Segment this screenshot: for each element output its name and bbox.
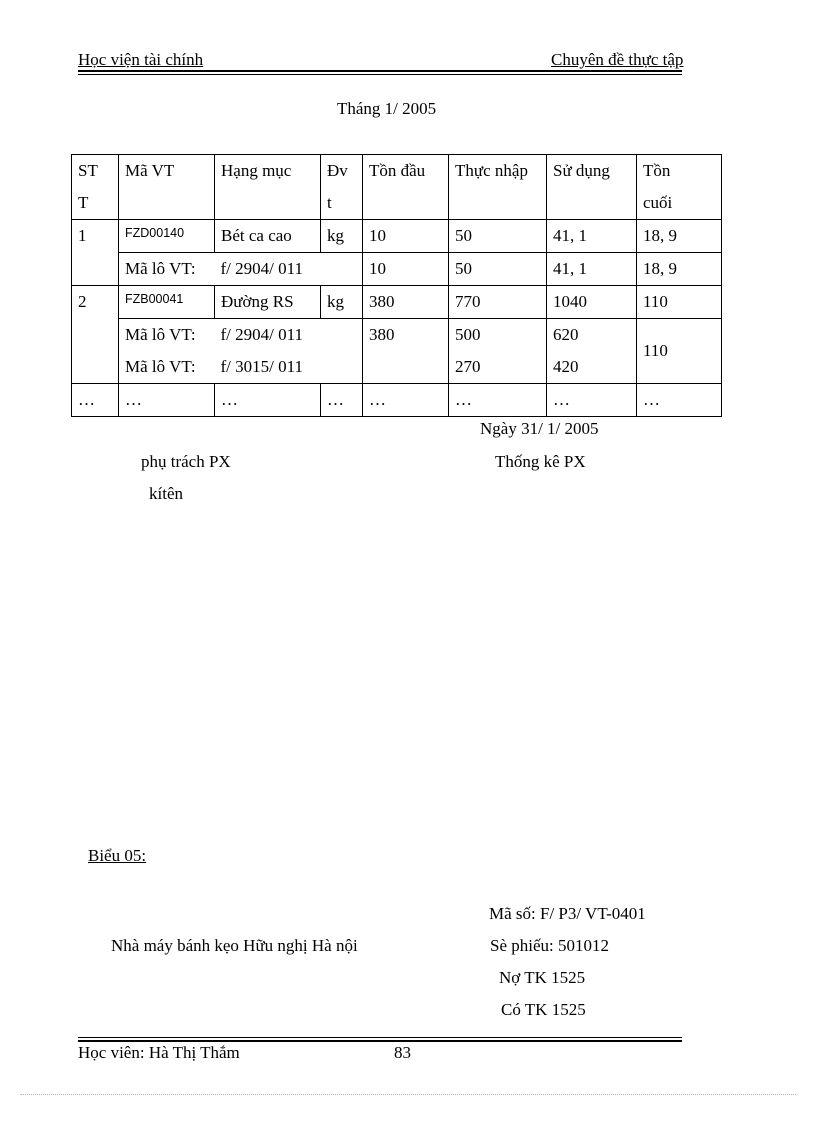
row2-lot-su-dung: 620 420 [547, 319, 637, 384]
row1-lot-stt [72, 253, 119, 286]
row2-lot-codes: f/ 2904/ 011 f/ 3015/ 011 [215, 319, 363, 384]
form-company: Nhà máy bánh kẹo Hữu nghị Hà nội [111, 936, 358, 955]
row2-ma-vt: FZB00041 [119, 286, 215, 319]
stock-table [71, 154, 722, 417]
header-ton-dau: Tồn đầu [363, 155, 449, 220]
row1-ton-cuoi: 18, 9 [637, 220, 722, 253]
signature-right-title: Thống kê PX [495, 452, 586, 471]
ellipsis-cell: … [119, 384, 215, 417]
table-row [72, 384, 722, 417]
row2-hang-muc: Đường RS [215, 286, 321, 319]
table-row [72, 253, 722, 286]
form-co-tk: Có TK 1525 [501, 1000, 586, 1019]
header-ma-vt: Mã VT [119, 155, 215, 220]
row1-lot-code: f/ 2904/ 011 [215, 253, 363, 286]
ellipsis-cell: … [547, 384, 637, 417]
form-ma-so: Mã số: F/ P3/ VT-0401 [489, 904, 646, 923]
page-bottom-divider [20, 1094, 796, 1095]
header-left: Học viện tài chính [78, 50, 204, 69]
form-so-phieu: Sè phiếu: 501012 [490, 936, 609, 955]
row2-lot-ton-cuoi: 110 [637, 319, 722, 384]
row1-ton-dau: 10 [363, 220, 449, 253]
row1-thuc-nhap: 50 [449, 220, 547, 253]
row2-lot-ton-dau: 380 [363, 319, 449, 384]
ellipsis-cell: … [449, 384, 547, 417]
row2-lot-stt [72, 319, 119, 384]
month-title: Tháng 1/ 2005 [337, 99, 437, 118]
row1-su-dung: 41, 1 [547, 220, 637, 253]
table-row [72, 286, 722, 319]
header-dvt: Đv t [321, 155, 363, 220]
header-ton-cuoi: Tồn cuối [637, 155, 722, 220]
header-hang-muc: Hạng mục [215, 155, 321, 220]
row1-lot-thuc-nhap: 50 [449, 253, 547, 286]
row2-dvt: kg [321, 286, 363, 319]
row1-lot-ton-cuoi: 18, 9 [637, 253, 722, 286]
footer-rule-thick [78, 1040, 682, 1042]
header-right: Chuyên đề thực tập [551, 50, 684, 69]
row2-ton-dau: 380 [363, 286, 449, 319]
row1-stt: 1 [72, 220, 119, 253]
footer-rule-thin [78, 1037, 682, 1038]
footer-page-number: 83 [394, 1043, 411, 1062]
signature-left-title: phụ trách PX [141, 452, 231, 471]
row1-lot-label: Mã lô VT: [119, 253, 215, 286]
header-thuc-nhap: Thực nhập [449, 155, 547, 220]
row1-hang-muc: Bét ca cao [215, 220, 321, 253]
ellipsis-cell: … [321, 384, 363, 417]
row2-su-dung: 1040 [547, 286, 637, 319]
row2-lot-labels: Mã lô VT: Mã lô VT: [119, 319, 215, 384]
footer-student: Học viên: Hà Thị Thắm [78, 1043, 240, 1062]
form-no-tk: Nợ TK 1525 [499, 968, 586, 987]
signature-date: Ngày 31/ 1/ 2005 [480, 419, 599, 438]
row2-stt: 2 [72, 286, 119, 319]
ellipsis-cell: … [637, 384, 722, 417]
header-rule-thick [78, 70, 682, 72]
table-row [72, 220, 722, 253]
row2-lot-thuc-nhap: 500 270 [449, 319, 547, 384]
header-rule-thin [78, 74, 682, 75]
bieu-label: Biểu 05: [88, 846, 147, 865]
header-su-dung: Sử dụng [547, 155, 637, 220]
row1-lot-su-dung: 41, 1 [547, 253, 637, 286]
row2-thuc-nhap: 770 [449, 286, 547, 319]
table-row [72, 319, 722, 384]
row2-ton-cuoi: 110 [637, 286, 722, 319]
ellipsis-cell: … [72, 384, 119, 417]
table-header-row [72, 155, 722, 220]
ellipsis-cell: … [363, 384, 449, 417]
header-stt: ST T [72, 155, 119, 220]
signature-left-sub: kítên [149, 484, 183, 503]
row1-lot-ton-dau: 10 [363, 253, 449, 286]
row1-ma-vt: FZD00140 [119, 220, 215, 253]
row1-dvt: kg [321, 220, 363, 253]
ellipsis-cell: … [215, 384, 321, 417]
